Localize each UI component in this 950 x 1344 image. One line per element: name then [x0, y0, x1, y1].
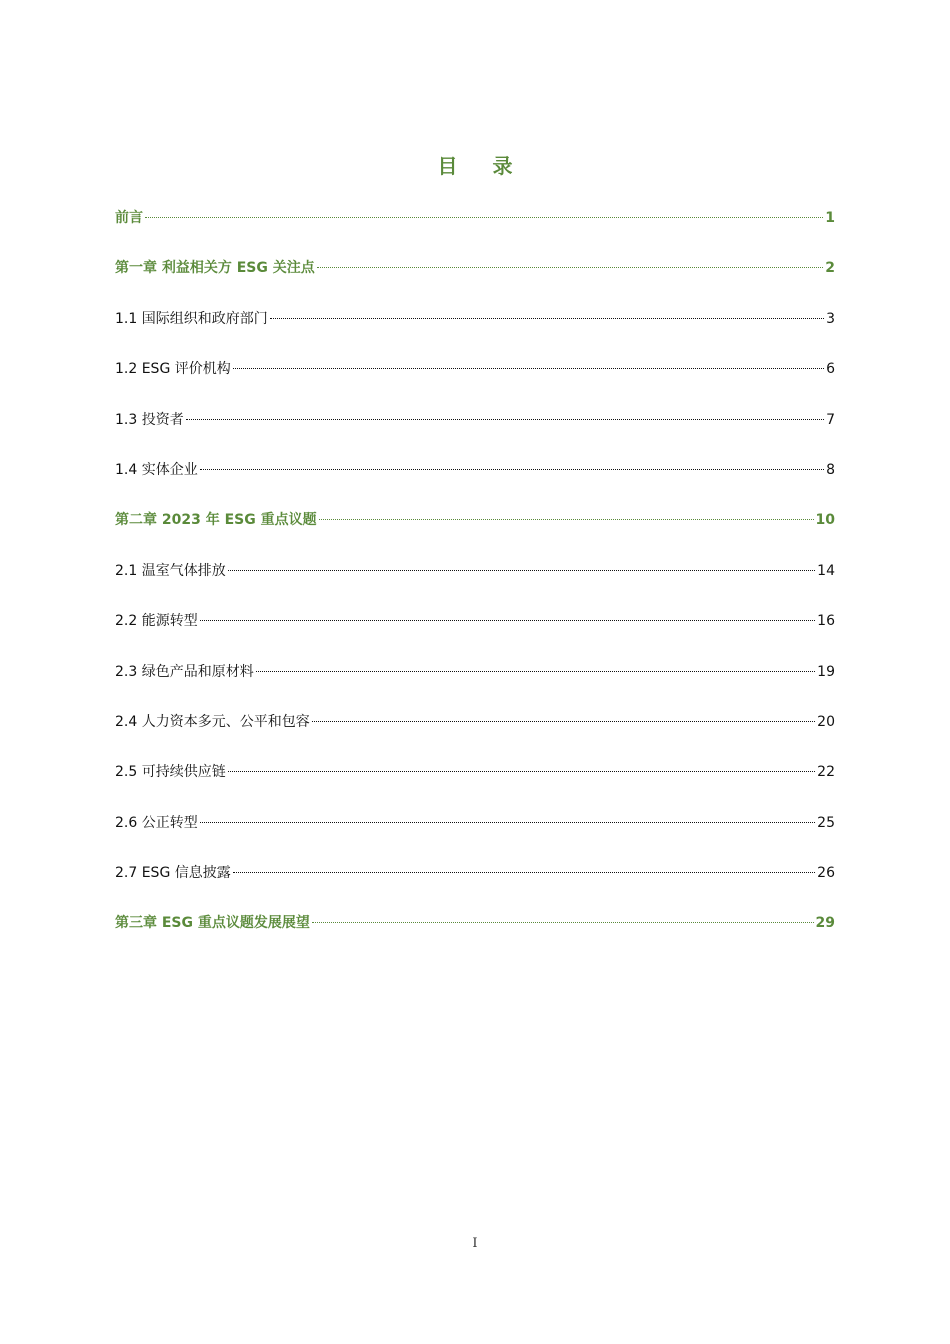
toc-entry-page: 6 [826, 361, 835, 378]
toc-entry-label: 2.3 绿色产品和原材料 [115, 663, 254, 680]
toc-entry-label: 2.5 可持续供应链 [115, 764, 226, 781]
toc-entry[interactable] [115, 911, 835, 961]
dot-leader [319, 519, 814, 520]
toc-entry[interactable] [115, 861, 835, 911]
toc-entry-page: 8 [826, 461, 835, 478]
page-title: 目 录 [437, 154, 527, 178]
toc-entry[interactable] [115, 760, 835, 810]
dot-leader [228, 771, 815, 772]
toc-entry-label: 1.4 实体企业 [115, 461, 198, 478]
toc-entry-label: 1.2 ESG 评价机构 [115, 361, 231, 378]
toc-entry[interactable] [115, 660, 835, 710]
toc-entry-page: 16 [817, 613, 835, 630]
toc-entry-label: 第一章 利益相关方 ESG 关注点 [115, 260, 315, 277]
toc-entry-page: 19 [817, 663, 835, 680]
toc-entry-label: 2.6 公正转型 [115, 814, 198, 831]
page-number: I [472, 1236, 478, 1251]
dot-leader [233, 872, 815, 873]
toc-entry-page: 29 [815, 915, 835, 932]
toc-entry[interactable] [115, 357, 835, 407]
toc-entry-page: 3 [826, 310, 835, 327]
toc-entry[interactable] [115, 710, 835, 760]
toc-entry-label: 2.2 能源转型 [115, 613, 198, 630]
dot-leader [312, 922, 814, 923]
toc-entry[interactable] [115, 559, 835, 609]
dot-leader [200, 822, 815, 823]
toc-entry[interactable] [115, 256, 835, 306]
toc-entry-page: 7 [826, 411, 835, 428]
toc-entry[interactable] [115, 811, 835, 861]
toc-entry[interactable] [115, 508, 835, 558]
dot-leader [200, 620, 815, 621]
toc-entry-page: 25 [817, 814, 835, 831]
toc-entry-label: 第三章 ESG 重点议题发展展望 [115, 915, 310, 932]
toc-entry-page: 20 [817, 713, 835, 730]
dot-leader [228, 570, 815, 571]
toc-entry-label: 2.4 人力资本多元、公平和包容 [115, 713, 310, 730]
dot-leader [317, 267, 823, 268]
dot-leader [186, 419, 824, 420]
dot-leader [256, 671, 815, 672]
toc-entry-page: 14 [817, 562, 835, 579]
toc-entry-label: 1.3 投资者 [115, 411, 184, 428]
toc-entry-page: 26 [817, 865, 835, 882]
toc-entry-label: 1.1 国际组织和政府部门 [115, 310, 268, 327]
table-of-contents [115, 206, 835, 962]
toc-entry-label: 前言 [115, 210, 143, 226]
toc-entry[interactable] [115, 307, 835, 357]
toc-entry-page: 10 [815, 512, 835, 529]
toc-entry-label: 2.1 温室气体排放 [115, 562, 226, 579]
dot-leader [270, 318, 824, 319]
toc-entry[interactable] [115, 206, 835, 256]
toc-entry-page: 2 [825, 260, 835, 277]
toc-entry-page: 1 [825, 210, 835, 226]
dot-leader [200, 469, 824, 470]
toc-entry[interactable] [115, 408, 835, 458]
toc-entry[interactable] [115, 609, 835, 659]
toc-entry[interactable] [115, 458, 835, 508]
dot-leader [233, 368, 824, 369]
dot-leader [145, 217, 823, 218]
toc-entry-page: 22 [817, 764, 835, 781]
toc-entry-label: 2.7 ESG 信息披露 [115, 865, 231, 882]
toc-entry-label: 第二章 2023 年 ESG 重点议题 [115, 512, 317, 529]
dot-leader [312, 721, 815, 722]
